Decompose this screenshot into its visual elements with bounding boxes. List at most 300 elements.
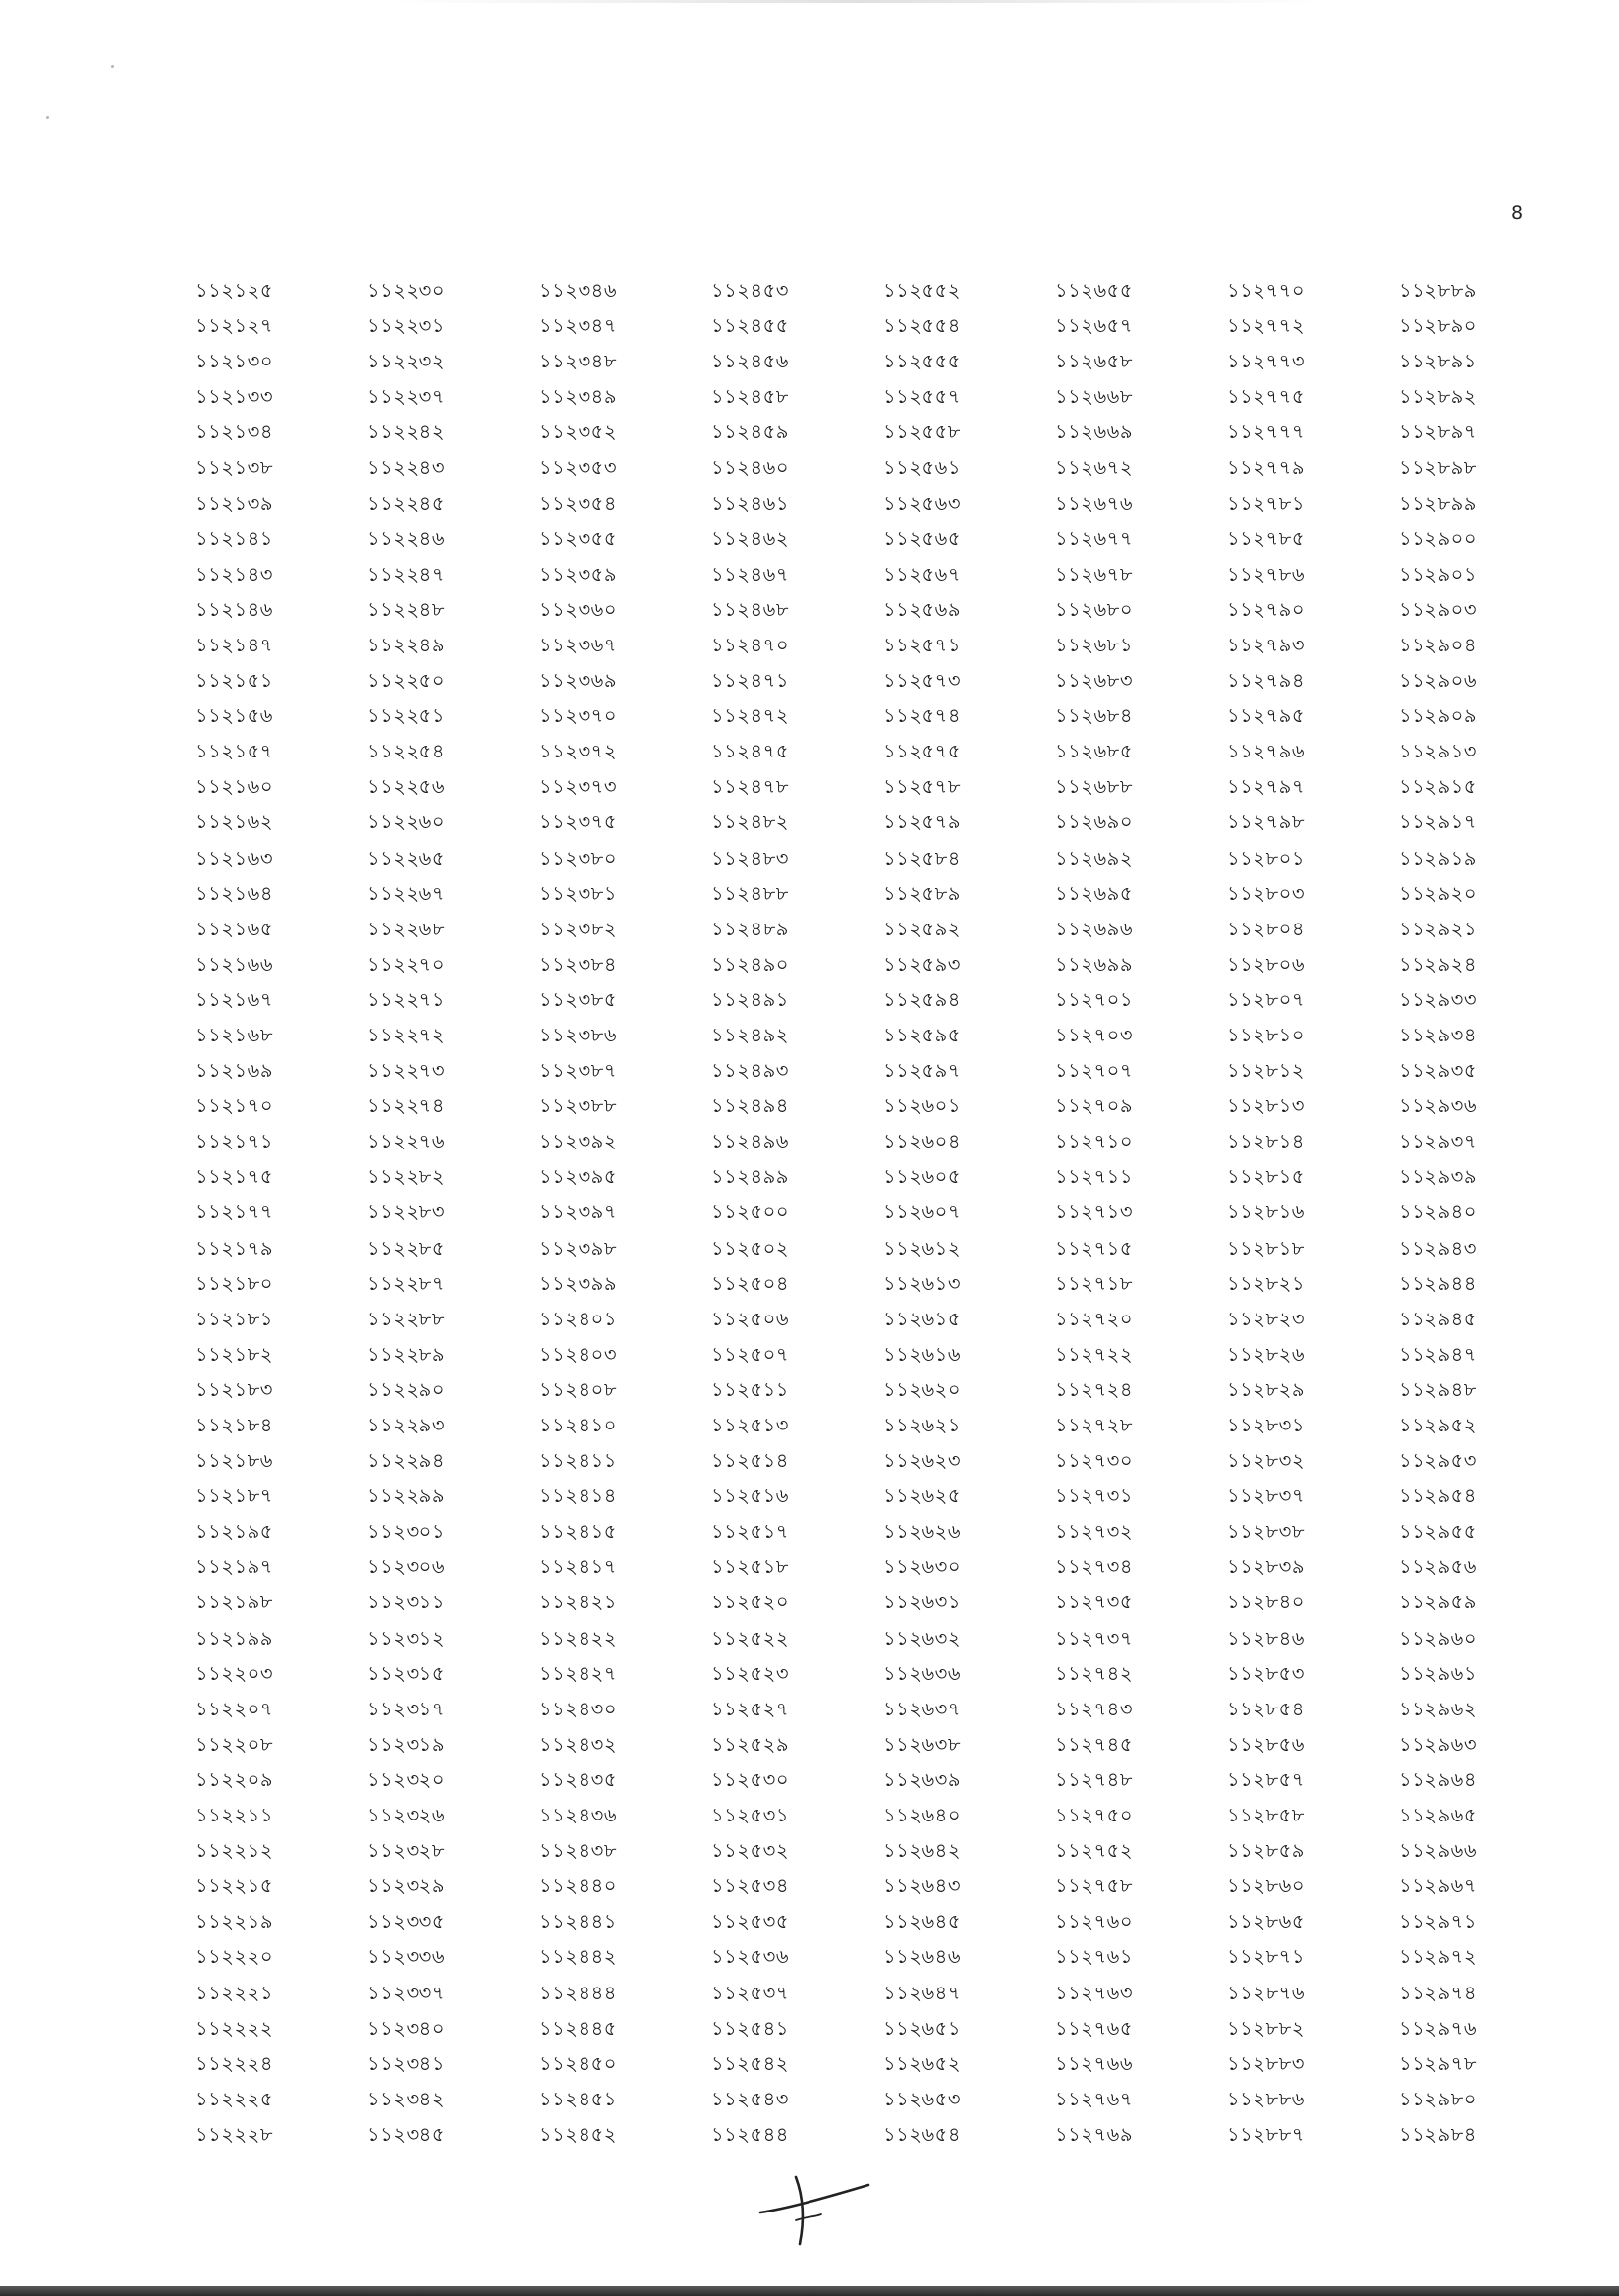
roll-number: ১১২৭৭৩ xyxy=(1227,350,1306,373)
roll-number: ১১২১৭৫ xyxy=(195,1165,273,1189)
roll-number: ১১২৪৯৯ xyxy=(711,1165,789,1189)
roll-number: ১১২৩২৯ xyxy=(367,1875,445,1898)
roll-number: ১১২৬৭৭ xyxy=(1055,527,1134,550)
roll-number: ১১২৬৯০ xyxy=(1055,811,1133,834)
roll-number: ১১২১৭১ xyxy=(195,1130,273,1153)
roll-number: ১১২৯২০ xyxy=(1399,881,1477,905)
roll-number: ১১২৬২৬ xyxy=(883,1520,962,1543)
roll-number: ১১২৬৬৮ xyxy=(1055,385,1133,409)
roll-number: ১১২৮৭১ xyxy=(1227,1945,1305,1969)
roll-number: ১১২১৪৬ xyxy=(195,597,273,621)
roll-number: ১১২৯৪৫ xyxy=(1399,1307,1477,1330)
roll-number: ১১২২৪৮ xyxy=(367,597,445,621)
roll-number: ১১২৭০৯ xyxy=(1055,1094,1133,1118)
roll-number: ১১২৮০৭ xyxy=(1227,987,1305,1011)
roll-number: ১১২২৬০ xyxy=(367,811,446,834)
roll-number: ১১২৫২০ xyxy=(711,1591,789,1614)
roll-number: ১১২২৪৩ xyxy=(367,456,445,479)
roll-number: ১১২৫০৪ xyxy=(711,1271,789,1295)
roll-number: ১১২৫৪২ xyxy=(711,2051,789,2075)
roll-number: ১১২১৬৮ xyxy=(195,1023,273,1046)
roll-number: ১১২৫৮৪ xyxy=(883,846,961,869)
roll-number: ১১২৯৬০ xyxy=(1399,1626,1477,1650)
roll-number: ১১২৯০৯ xyxy=(1399,704,1477,728)
roll-number: ১১২৫০৬ xyxy=(711,1307,789,1330)
roll-number: ১১২৪০১ xyxy=(539,1307,617,1330)
roll-number: ১১২৯৮৪ xyxy=(1399,2122,1477,2146)
roll-number: ১১২৮১৬ xyxy=(1227,1201,1305,1224)
roll-number: ১১২৪৫৮ xyxy=(711,385,789,409)
roll-number: ১১২৪২৭ xyxy=(539,1661,617,1685)
roll-number: ১১২৭০৩ xyxy=(1055,1023,1134,1046)
roll-number: ১১২৮৫৯ xyxy=(1227,1839,1305,1863)
roll-number: ১১২১৬৯ xyxy=(195,1059,273,1083)
roll-number: ১১২১৪১ xyxy=(195,527,273,550)
roll-number: ১১২৩৮১ xyxy=(539,881,617,905)
roll-number: ১১২২২৪ xyxy=(195,2051,273,2075)
roll-number: ১১২৪৯০ xyxy=(711,952,789,976)
roll-number: ১১২৮৯৭ xyxy=(1399,420,1477,444)
roll-number: ১১২৫৩৬ xyxy=(711,1945,789,1969)
roll-number: ১১২৭৫৮ xyxy=(1055,1875,1133,1898)
roll-number: ১১২৫১৬ xyxy=(711,1484,789,1508)
roll-number: ১১২৪৫৫ xyxy=(711,314,789,338)
roll-number: ১১২৩৪৮ xyxy=(539,350,617,373)
roll-number: ১১২১৫৬ xyxy=(195,704,273,728)
roll-number: ১১২১৩৪ xyxy=(195,420,273,444)
roll-number: ১১২৪২২ xyxy=(539,1626,617,1650)
roll-number: ১১২২৯৩ xyxy=(367,1414,445,1436)
roll-number: ১১২৪৫৩ xyxy=(711,279,789,302)
roll-number: ১১২৪১১ xyxy=(539,1449,617,1473)
roll-number: ১১২৩৯৫ xyxy=(539,1165,617,1189)
roll-number: ১১২৩৯২ xyxy=(539,1130,617,1153)
roll-number: ১১২২৭৬ xyxy=(367,1130,446,1153)
roll-number: ১১২৮৫৭ xyxy=(1227,1767,1305,1791)
roll-number: ১১২৬৯৯ xyxy=(1055,952,1133,976)
roll-number: ১১২৮৮৯ xyxy=(1399,279,1477,302)
roll-number: ১১২৫১৭ xyxy=(711,1520,789,1543)
roll-number: ১১২৫৭৪ xyxy=(883,704,961,728)
roll-number: ১১২৪৬৭ xyxy=(711,562,789,586)
roll-number: ১১২৯৪৩ xyxy=(1399,1236,1477,1260)
roll-number: ১১২৮০৩ xyxy=(1227,881,1305,905)
roll-number: ১১২৫১১ xyxy=(711,1377,789,1401)
roll-number: ১১২৭৫০ xyxy=(1055,1804,1133,1827)
roll-number: ১১২৯৬২ xyxy=(1399,1697,1477,1720)
roll-number: ১১২৬৩৬ xyxy=(883,1661,962,1685)
roll-number: ১১২৫৯৩ xyxy=(883,952,961,976)
roll-number: ১১২৮৮৩ xyxy=(1227,2051,1305,2075)
roll-number: ১১২৭৯৪ xyxy=(1227,669,1305,693)
roll-number: ১১২৮২৯ xyxy=(1227,1377,1305,1401)
roll-number: ১১২২০৮ xyxy=(195,1732,273,1756)
roll-number: ১১২৪৮২ xyxy=(711,811,789,834)
roll-number: ১১২৬৮৩ xyxy=(1055,669,1133,693)
roll-number: ১১২৭২০ xyxy=(1055,1307,1134,1330)
roll-number: ১১২৯১৫ xyxy=(1399,775,1477,799)
roll-number: ১১২৮৩৮ xyxy=(1227,1520,1305,1543)
roll-number: ১১২৮২৩ xyxy=(1227,1307,1305,1330)
roll-number: ১১২৬০৫ xyxy=(883,1165,961,1189)
roll-number: ১১২৩৪৫ xyxy=(367,2122,445,2146)
roll-number: ১১২১৮২ xyxy=(195,1342,273,1366)
roll-number: ১১২৫৭১ xyxy=(883,633,961,656)
roll-number: ১১২৭৯৭ xyxy=(1227,775,1305,799)
roll-number: ১১২৬৩০ xyxy=(883,1555,962,1579)
roll-number: ১১২৯৩৯ xyxy=(1399,1165,1477,1189)
roll-number: ১১২৩৬৭ xyxy=(539,633,618,656)
roll-number: ১১২৪৬১ xyxy=(711,491,789,515)
roll-number: ১১২৬০১ xyxy=(883,1094,961,1118)
roll-number: ১১২৪৬০ xyxy=(711,456,789,479)
roll-number: ১১২৯০৬ xyxy=(1399,669,1477,693)
roll-number: ১১২৪৭২ xyxy=(711,704,789,728)
roll-number: ১১২১২৭ xyxy=(195,314,273,338)
roll-number: ১১২৮৮২ xyxy=(1227,2016,1305,2040)
roll-number: ১১২৬৫২ xyxy=(883,2051,961,2075)
roll-number: ১১২২৮৮ xyxy=(367,1307,445,1330)
roll-number: ১১২১৭০ xyxy=(195,1094,273,1118)
roll-number: ১১২২৩৭ xyxy=(367,385,446,409)
roll-number: ১১২৪১০ xyxy=(539,1414,617,1436)
roll-number: ১১২৩৭০ xyxy=(539,704,618,728)
roll-number: ১১২৩২০ xyxy=(367,1767,446,1791)
roll-number: ১১২১৮৪ xyxy=(195,1414,273,1436)
roll-number: ১১২৮৫৪ xyxy=(1227,1697,1305,1720)
roll-number: ১১২৭৪৫ xyxy=(1055,1732,1133,1756)
roll-number: ১১২৩৮৪ xyxy=(539,952,617,976)
roll-number: ১১২১৬৭ xyxy=(195,987,273,1011)
roll-number: ১১২৪৯১ xyxy=(711,987,789,1011)
roll-number: ১১২৭৫২ xyxy=(1055,1839,1133,1863)
roll-number: ১১২৭৪২ xyxy=(1055,1661,1133,1685)
roll-number: ১১২৪৯৩ xyxy=(711,1059,789,1083)
roll-number: ১১২৭৩১ xyxy=(1055,1484,1133,1508)
roll-column xyxy=(883,273,1055,2153)
roll-number: ১১২৫৫৫ xyxy=(883,350,961,373)
roll-number: ১১২২১২ xyxy=(195,1839,273,1863)
roll-number: ১১২৮৯০ xyxy=(1399,314,1477,338)
roll-number: ১১২৩১৯ xyxy=(367,1732,445,1756)
roll-number: ১১২৯৫৫ xyxy=(1399,1520,1477,1543)
roll-number: ১১২৪০৮ xyxy=(539,1377,617,1401)
roll-number: ১১২২৪৬ xyxy=(367,527,445,550)
roll-number: ১১২২৩২ xyxy=(367,350,446,373)
roll-number: ১১২৯৩৬ xyxy=(1399,1094,1477,1118)
roll-number: ১১২৯৬৭ xyxy=(1399,1875,1477,1898)
roll-number: ১১২৭২২ xyxy=(1055,1342,1134,1366)
roll-number: ১১২১৪৭ xyxy=(195,633,273,656)
roll-number: ১১২৫৬৭ xyxy=(883,562,961,586)
roll-number: ১১২৮৯৯ xyxy=(1399,491,1477,515)
scan-top-edge xyxy=(393,0,1324,3)
roll-number: ১১২৫০৭ xyxy=(711,1342,789,1366)
roll-number: ১১২৩২৮ xyxy=(367,1839,445,1863)
roll-number: ১১২৭০৭ xyxy=(1055,1059,1134,1083)
roll-number: ১১২৯৬৩ xyxy=(1399,1732,1477,1756)
roll-number: ১১২৬৩১ xyxy=(883,1591,961,1614)
roll-number: ১১২৩৮২ xyxy=(539,917,617,940)
roll-number: ১১২২০৩ xyxy=(195,1661,274,1685)
roll-number: ১১২৩৪৯ xyxy=(539,385,617,409)
roll-number: ১১২৭১৮ xyxy=(1055,1271,1133,1295)
roll-number: ১১২৫৯৭ xyxy=(883,1059,961,1083)
roll-number: ১১২৫৭৫ xyxy=(883,740,961,763)
roll-number: ১১২১৯৯ xyxy=(195,1626,273,1650)
roll-number: ১১২১৬৪ xyxy=(195,881,273,905)
roll-number: ১১২৫৩২ xyxy=(711,1839,789,1863)
roll-number: ১১২১৯৭ xyxy=(195,1555,273,1579)
roll-number: ১১২৫১৪ xyxy=(711,1449,789,1473)
roll-number: ১১২৪৫৯ xyxy=(711,420,789,444)
roll-number: ১১২৫৯২ xyxy=(883,917,961,940)
roll-number: ১১২৬১৩ xyxy=(883,1271,961,1295)
roll-number: ১১২৩১২ xyxy=(367,1626,445,1650)
roll-number: ১১২৬৯৬ xyxy=(1055,917,1133,940)
roll-number: ১১২২৩১ xyxy=(367,314,445,338)
roll-number: ১১২৬৫৭ xyxy=(1055,314,1133,338)
roll-number: ১১২৮২১ xyxy=(1227,1271,1305,1295)
roll-number: ১১২৩৪১ xyxy=(367,2051,445,2075)
roll-number: ১১২৯৫২ xyxy=(1399,1414,1477,1436)
roll-number: ১১২২৭০ xyxy=(367,952,446,976)
roll-number: ১১২৯৬৪ xyxy=(1399,1767,1477,1791)
roll-number: ১১২৯১৯ xyxy=(1399,846,1477,869)
roll-number: ১১২৬২৫ xyxy=(883,1484,961,1508)
roll-number: ১১২৫৬৫ xyxy=(883,527,961,550)
roll-number: ১১২৬২৩ xyxy=(883,1449,962,1473)
roll-number: ১১২২২২ xyxy=(195,2016,274,2040)
roll-number: ১১২৭৭৯ xyxy=(1227,456,1305,479)
roll-number: ১১২১৬৫ xyxy=(195,917,273,940)
roll-number: ১১২৪৩৬ xyxy=(539,1804,617,1827)
roll-number: ১১২৯৪৮ xyxy=(1399,1377,1477,1401)
roll-number: ১১২৬১২ xyxy=(883,1236,961,1260)
roll-number: ১১২৪৯৬ xyxy=(711,1130,789,1153)
roll-number: ১১২১৭৭ xyxy=(195,1201,273,1224)
roll-number: ১১২৩৫২ xyxy=(539,420,617,444)
roll-number: ১১২২৬৫ xyxy=(367,846,445,869)
roll-number: ১১২৫৯৫ xyxy=(883,1023,961,1046)
roll-number: ১১২৯৪৪ xyxy=(1399,1271,1477,1295)
roll-number: ১১২৩৪৬ xyxy=(539,279,617,302)
roll-number: ১১২৫১৮ xyxy=(711,1555,789,1579)
roll-number: ১১২৫৬৯ xyxy=(883,597,961,621)
roll-number: ১১২৬৪০ xyxy=(883,1804,961,1827)
roll-number: ১১২৫৩৪ xyxy=(711,1875,789,1898)
roll-number: ১১২৬২১ xyxy=(883,1414,961,1436)
roll-number: ১১২৬০৭ xyxy=(883,1201,962,1224)
roll-number: ১১২৭৬৭ xyxy=(1055,2087,1134,2110)
roll-number: ১১২৩০৬ xyxy=(367,1555,446,1579)
roll-number: ১১২৭১১ xyxy=(1055,1165,1133,1189)
roll-number: ১১২৪৬৮ xyxy=(711,597,789,621)
roll-number: ১১২৯৭১ xyxy=(1399,1910,1477,1933)
roll-number: ১১২২৫৬ xyxy=(367,775,445,799)
roll-number: ১১২৭৩৫ xyxy=(1055,1591,1133,1614)
roll-number: ১১২৭৯৩ xyxy=(1227,633,1305,656)
roll-number: ১১২৮৮৬ xyxy=(1227,2087,1305,2110)
roll-number: ১১২৪৩০ xyxy=(539,1697,617,1720)
roll-number: ১১২১৯৫ xyxy=(195,1520,273,1543)
roll-number: ১১২৩৯৮ xyxy=(539,1236,617,1260)
roll-number: ১১২৯৭৬ xyxy=(1399,2016,1477,2040)
roll-number: ১১২৪৪০ xyxy=(539,1875,617,1898)
roll-number: ১১২৩২৬ xyxy=(367,1804,446,1827)
roll-number: ১১২২২১ xyxy=(195,1981,273,2004)
roll-number: ১১২৯০৩ xyxy=(1399,597,1477,621)
roll-number: ১১২৭৪৮ xyxy=(1055,1767,1133,1791)
roll-number: ১১২৫৩০ xyxy=(711,1767,789,1791)
roll-number: ১১২৭৬০ xyxy=(1055,1910,1134,1933)
roll-number: ১১২৫৭৮ xyxy=(883,775,961,799)
roll-number: ১১২২৯৯ xyxy=(367,1484,445,1508)
roll-number: ১১২৩৭৫ xyxy=(539,811,617,834)
roll-number: ১১২৩৬৯ xyxy=(539,669,617,693)
roll-number: ১১২১৬২ xyxy=(195,811,273,834)
roll-number: ১১২৬৩৭ xyxy=(883,1697,962,1720)
roll-number: ১১২৮৪৬ xyxy=(1227,1626,1305,1650)
roll-number: ১১২২২৫ xyxy=(195,2087,273,2110)
roll-number: ১১২৬৪৫ xyxy=(883,1910,961,1933)
roll-number: ১১২৩৪০ xyxy=(367,2016,445,2040)
roll-number: ১১২২০৭ xyxy=(195,1697,274,1720)
roll-number: ১১২১৪৩ xyxy=(195,562,273,586)
roll-number: ১১২৪৫২ xyxy=(539,2122,617,2146)
roll-number: ১১২৯৭২ xyxy=(1399,1945,1477,1969)
roll-number: ১১২৮১০ xyxy=(1227,1023,1305,1046)
roll-number: ১১২১৬৬ xyxy=(195,952,273,976)
roll-number: ১১২৪৪২ xyxy=(539,1945,617,1969)
roll-column xyxy=(1399,273,1571,2153)
roll-number: ১১২৯৩৭ xyxy=(1399,1130,1477,1153)
roll-number: ১১২৮৩৭ xyxy=(1227,1484,1305,1508)
roll-number: ১১২৩৫৪ xyxy=(539,491,617,515)
roll-number: ১১২১৩০ xyxy=(195,350,273,373)
roll-number: ১১২৮৩১ xyxy=(1227,1414,1305,1436)
roll-number: ১১২৬৭৬ xyxy=(1055,491,1134,515)
roll-number: ১১২২০৯ xyxy=(195,1767,273,1791)
roll-number: ১১২৯৩৩ xyxy=(1399,987,1477,1011)
roll-number: ১১২৬৪৭ xyxy=(883,1981,961,2004)
roll-number: ১১২৮২৬ xyxy=(1227,1342,1305,1366)
roll-number: ১১২৮৯১ xyxy=(1399,350,1477,373)
roll-number: ১১২২৫১ xyxy=(367,704,445,728)
roll-number: ১১২৩৩৬ xyxy=(367,1945,446,1969)
roll-number: ১১২৯৫৪ xyxy=(1399,1484,1477,1508)
roll-number: ১১২৬৮০ xyxy=(1055,597,1133,621)
roll-number: ১১২৫৪৪ xyxy=(711,2122,789,2146)
scan-bottom-edge xyxy=(0,2286,1619,2296)
roll-number: ১১২২১৫ xyxy=(195,1875,273,1898)
roll-number: ১১২২২৮ xyxy=(195,2122,273,2146)
roll-number: ১১২৪৭১ xyxy=(711,669,789,693)
roll-number: ১১২৩৩৫ xyxy=(367,1910,445,1933)
roll-number: ১১২৭৩০ xyxy=(1055,1449,1134,1473)
roll-number: ১১২৪১৪ xyxy=(539,1484,617,1508)
roll-number: ১১২৪৪৫ xyxy=(539,2016,617,2040)
roll-number: ১১২৭৮৫ xyxy=(1227,527,1305,550)
roll-number: ১১২২৪৭ xyxy=(367,562,445,586)
roll-number: ১১২১৯৮ xyxy=(195,1591,273,1614)
roll-number: ১১২৮০৬ xyxy=(1227,952,1305,976)
roll-number: ১১২৫০০ xyxy=(711,1201,789,1224)
roll-number: ১১২৩৮০ xyxy=(539,846,617,869)
handwritten-signature xyxy=(756,2171,874,2250)
roll-number: ১১২৬৫১ xyxy=(883,2016,961,2040)
roll-number: ১১২৪৮৮ xyxy=(711,881,789,905)
roll-number: ১১২৩০১ xyxy=(367,1520,445,1543)
roll-number: ১১২২৭৪ xyxy=(367,1094,445,1118)
roll-number: ১১২৬৭২ xyxy=(1055,456,1134,479)
roll-number: ১১২৮৫৬ xyxy=(1227,1732,1305,1756)
roll-number: ১১২২৬৭ xyxy=(367,881,446,905)
roll-number: ১১২৫২৩ xyxy=(711,1661,789,1685)
roll-number: ১১২৬৪২ xyxy=(883,1839,961,1863)
roll-number-table xyxy=(195,273,1512,2153)
roll-number: ১১২৪৯৪ xyxy=(711,1094,789,1118)
roll-number: ১১২১৮০ xyxy=(195,1271,273,1295)
roll-number: ১১২৪৬২ xyxy=(711,527,789,550)
roll-number: ১১২১৮৭ xyxy=(195,1484,273,1508)
roll-number: ১১২৮৫৮ xyxy=(1227,1804,1305,1827)
roll-number: ১১২৬৪৬ xyxy=(883,1945,961,1969)
roll-number: ১১২৫০২ xyxy=(711,1236,789,1260)
roll-number: ১১২৯৬৬ xyxy=(1399,1839,1477,1863)
roll-number: ১১২৭৭৭ xyxy=(1227,420,1306,444)
roll-number: ১১২৯০৪ xyxy=(1399,633,1477,656)
roll-number: ১১২৮১৩ xyxy=(1227,1094,1305,1118)
roll-number: ১১২৬৫৩ xyxy=(883,2087,961,2110)
roll-number: ১১২৩৫৩ xyxy=(539,456,617,479)
roll-number: ১১২৫৫৮ xyxy=(883,420,961,444)
roll-number: ১১২৫৩৭ xyxy=(711,1981,789,2004)
roll-column xyxy=(539,273,711,2153)
roll-number: ১১২৭৮১ xyxy=(1227,491,1305,515)
roll-number: ১১২৭০১ xyxy=(1055,987,1133,1011)
roll-number: ১১২৭৬৩ xyxy=(1055,1981,1134,2004)
roll-number: ১১২৯০০ xyxy=(1399,527,1477,550)
roll-number: ১১২১৫১ xyxy=(195,669,273,693)
roll-number: ১১২৮৯৮ xyxy=(1399,456,1477,479)
roll-number: ১১২৮৫৩ xyxy=(1227,1661,1305,1685)
roll-number: ১১২৬৩৯ xyxy=(883,1767,961,1791)
roll-number: ১১২৫২৭ xyxy=(711,1697,789,1720)
roll-number: ১১২২৮৭ xyxy=(367,1271,445,1295)
roll-number: ১১২৭৩৭ xyxy=(1055,1626,1134,1650)
roll-number: ১১২২১৯ xyxy=(195,1910,273,1933)
roll-number: ১১২২৮৫ xyxy=(367,1236,445,1260)
roll-number: ১১২৭৯৫ xyxy=(1227,704,1305,728)
roll-number: ১১২৯২৪ xyxy=(1399,952,1477,976)
roll-number: ১১২৭৬১ xyxy=(1055,1945,1133,1969)
roll-number: ১১২৭৭২ xyxy=(1227,314,1306,338)
roll-number: ১১২৩৮৬ xyxy=(539,1023,617,1046)
roll-number: ১১২৯৪৭ xyxy=(1399,1342,1477,1366)
roll-number: ১১২১৬০ xyxy=(195,775,273,799)
roll-number: ১১২৮১৫ xyxy=(1227,1165,1305,1189)
roll-number: ১১২৭৪৩ xyxy=(1055,1697,1133,1720)
roll-number: ১১২৯২১ xyxy=(1399,917,1477,940)
roll-number: ১১২১৮৩ xyxy=(195,1377,273,1401)
roll-number: ১১২৬৬৯ xyxy=(1055,420,1133,444)
roll-number: ১১২৩১৭ xyxy=(367,1697,445,1720)
roll-number: ১১২২৪২ xyxy=(367,420,445,444)
roll-number: ১১২৮৩২ xyxy=(1227,1449,1305,1473)
roll-number: ১১২৭৬৫ xyxy=(1055,2016,1133,2040)
roll-number: ১১২২৮২ xyxy=(367,1165,445,1189)
